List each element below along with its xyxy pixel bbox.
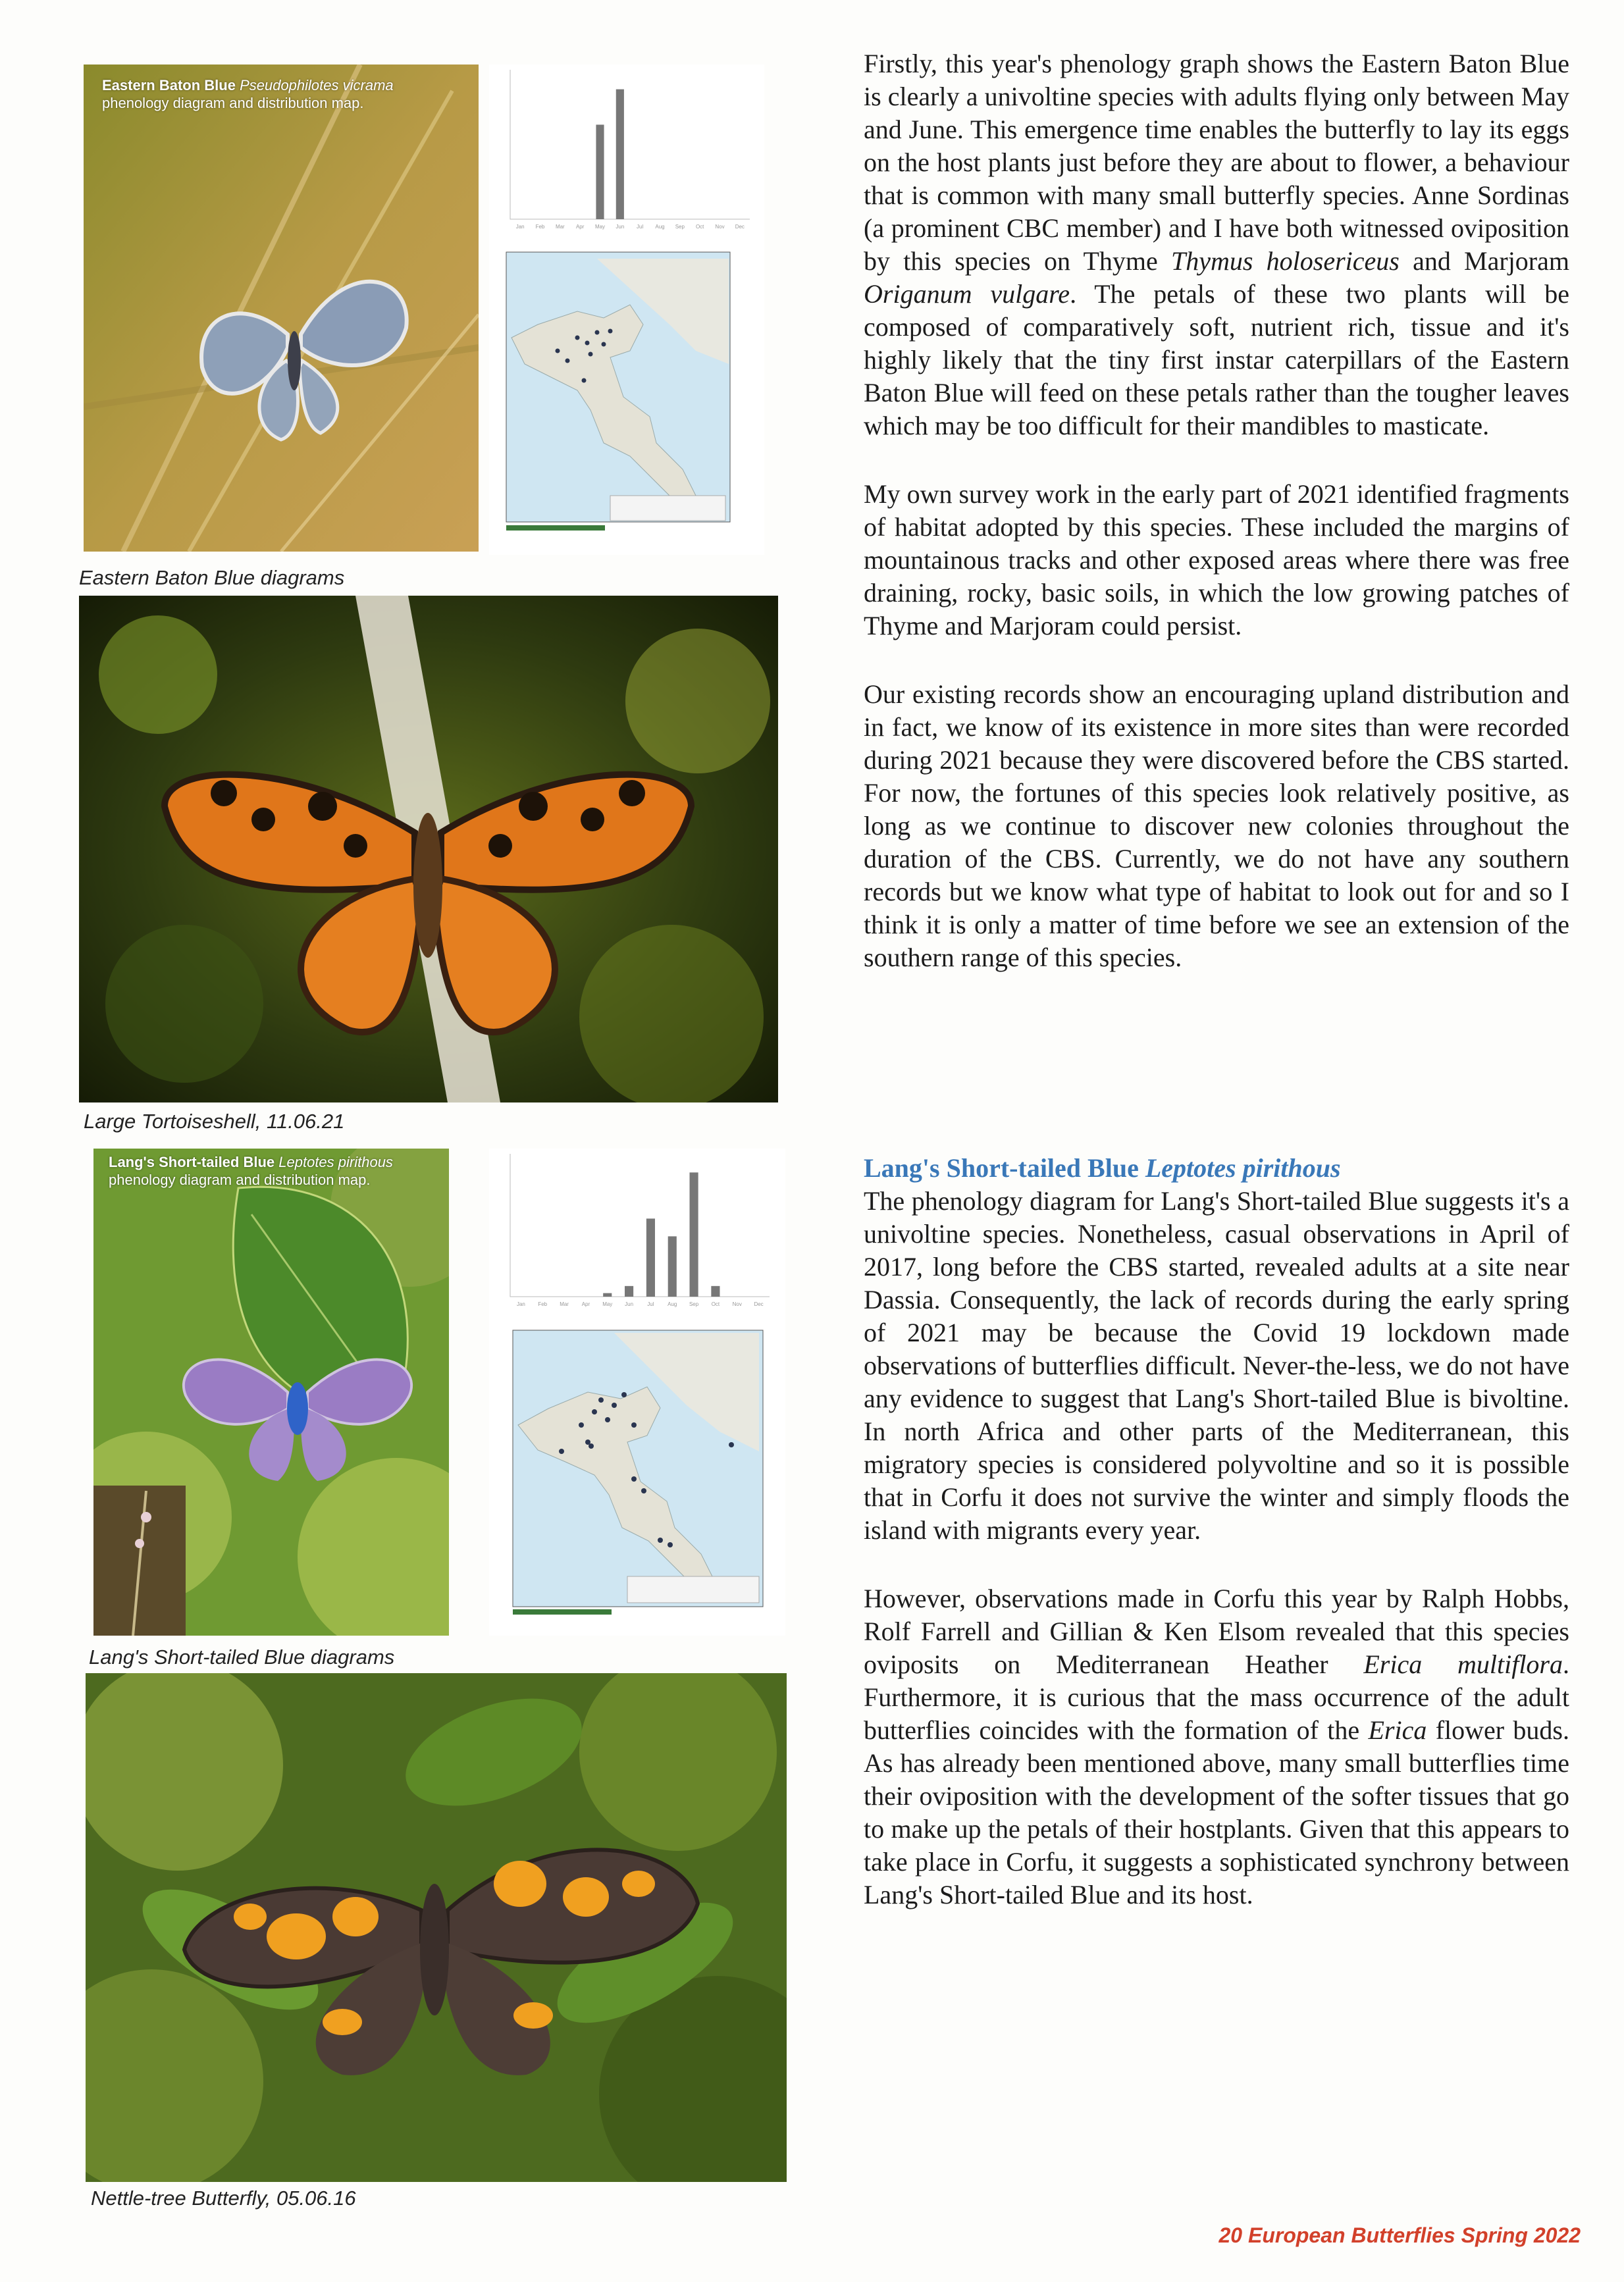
baton-blue-photo [84,65,479,552]
baton-blue-phenology-month-label: Sep [675,224,685,230]
baton-blue-phenology-month-label: Aug [655,224,665,230]
lang-blue-phenology-bar [646,1218,655,1297]
lang-blue-caption: Lang's Short-tailed Blue diagrams [89,1646,395,1669]
baton-blue-distribution-map [498,246,755,548]
lang-blue-phenology-bar [625,1286,633,1297]
lang-blue-diagram-panel [489,1149,785,1636]
nettle-tree-butterfly-photo [86,1673,787,2182]
article-body [864,47,1569,1010]
lang-blue-phenology-month-label: Jun [625,1301,634,1307]
lang-blue-overlay-title: Lang's Short-tailed Blue Leptotes pirithous phenology diagram and distribution map. [109,1154,393,1188]
lang-blue-phenology-month-label: Oct [711,1301,720,1307]
large-tortoiseshell-caption: Large Tortoiseshell, 11.06.21 [84,1110,345,1133]
baton-blue-phenology-chart [498,65,755,239]
lang-blue-phenology-month-label: Mar [560,1301,569,1307]
lang-blue-phenology-bar [668,1236,677,1297]
lang-blue-phenology-month-label: Sep [689,1301,699,1307]
baton-blue-phenology-month-label: Jul [637,224,644,230]
baton-blue-phenology-month-label: Jun [616,224,625,230]
paragraph-phenology: Firstly, this year's phenology graph shows the Eastern Baton Blue is clearly a univoltine species with adults flying only between May and June. This emergence time enables the butterfly to lay its eggs on the host plants just before they are about to flower, a behaviour that is common with many small butterfly species. Anne Sordinas (a prominent CBC member) and I have both witnessed oviposition by this species on Thyme Thymus holosericeus and Marjoram Origanum vulgare. The petals of these two plants will be composed of comparatively soft, nutrient rich, tissue and it's highly likely that the tiny first instar caterpillars of the Eastern Baton Blue will feed on these petals rather than the tougher leaves which may be too difficult for their mandibles to masticate. [864,49,1570,440]
lang-blue-phenology-month-label: Jan [516,1301,525,1307]
baton-blue-phenology-month-label: Nov [715,224,725,230]
lang-blue-photo [93,1149,449,1636]
lang-blue-distribution-map [509,1326,772,1626]
lang-blue-phenology-bar [711,1286,720,1297]
page-footer: 20 European Butterflies Spring 2022 [1218,2223,1581,2247]
paragraph-lang-phenology: The phenology diagram for Lang's Short-tailed Blue suggests it's a univoltine species. Nonetheless, casual observations in April of 2017, long before the CBS started, revealed adults at a site near Dassia. Consequently, the lack of records during the early spring of 2021 may be because the Covid 19 lockdown made observations of butterflies difficult. Never-the-less, we do not have any evidence to suggest that Lang's Short-tailed Blue is bivoltine. In north Africa and other parts of the Mediterranean, this migratory species is considered polyvoltine and so it is possible that in Corfu it does not survive the winter and simply floods the island with migrants every year. [864,1186,1569,1545]
section-heading-lang-blue: Lang's Short-tailed Blue Leptotes pirithous [864,1153,1341,1183]
lang-blue-phenology-bar [690,1172,698,1297]
baton-blue-phenology-axis [510,70,750,219]
baton-blue-phenology-month-label: May [594,224,606,230]
lang-blue-phenology-month-label: Aug [668,1301,677,1307]
lang-blue-phenology-bar [603,1293,612,1297]
nettle-tree-butterfly-caption: Nettle-tree Butterfly, 05.06.16 [91,2187,356,2210]
paragraph-survey: My own survey work in the early part of 2021 identified fragments of habitat adopted by this species. These included the margins of mountainous tracks and other exposed areas where there was free draining, rocky, basic soils, in which the low growing patches of Thyme and Marjoram could persist. [864,479,1569,640]
baton-blue-caption: Eastern Baton Blue diagrams [79,566,345,589]
lang-blue-phenology-chart [498,1149,775,1316]
lang-blue-phenology-month-label: Jul [647,1301,654,1307]
lang-blue-phenology-axis [510,1154,770,1297]
lang-blue-phenology-month-label: Dec [754,1301,764,1307]
baton-blue-phenology-month-label: Feb [535,224,545,230]
baton-blue-phenology-month-label: Mar [555,224,565,230]
baton-blue-phenology-month-label: Apr [575,224,585,230]
paragraph-records: Our existing records show an encouraging upland distribution and in fact, we know of its existence in more sites than were recorded during 2021 because they were discovered before the CBS started. For now, the fortunes of this species look relatively positive, as long as we continue to discover new colonies throughout the duration of the CBS. Currently, we do not have any southern records but we know what type of habitat to look out for and so I think it is only a matter of time before we see an extension of the southern range of this species. [864,679,1569,972]
large-tortoiseshell-photo [79,596,778,1102]
baton-blue-phenology-month-label: Oct [695,224,704,230]
baton-blue-diagram-panel [489,65,764,555]
baton-blue-phenology-month-label: Jan [515,224,525,230]
lang-blue-phenology-month-label: Nov [732,1301,742,1307]
lang-blue-phenology-month-label: Apr [581,1301,590,1307]
baton-blue-phenology-bar [616,90,624,219]
lang-blue-phenology-month-label: Feb [538,1301,548,1307]
baton-blue-overlay-title: Eastern Baton Blue Pseudophilotes vicrama phenology diagram and distribution map. [102,77,394,111]
baton-blue-phenology-month-label: Dec [735,224,745,230]
baton-blue-phenology-bar [596,124,604,219]
lang-blue-section [864,1152,1569,1947]
lang-blue-phenology-month-label: May [602,1301,613,1307]
paragraph-oviposition: However, observations made in Corfu this year by Ralph Hobbs, Rolf Farrell and Gillian & Ken Elsom revealed that this species oviposits on Mediterranean Heather Erica multiflora. Furthermore, it is curious that the mass occurrence of the adult butterflies coincides with the formation of the Erica flower buds. As has already been mentioned above, many small butterflies time their oviposition with the development of the softer tissues that go to make up the petals of their hostplants. Given that this appears to take place in Corfu, it suggests a sophisticated synchrony between Lang's Short-tailed Blue and its host. [864,1584,1569,1909]
